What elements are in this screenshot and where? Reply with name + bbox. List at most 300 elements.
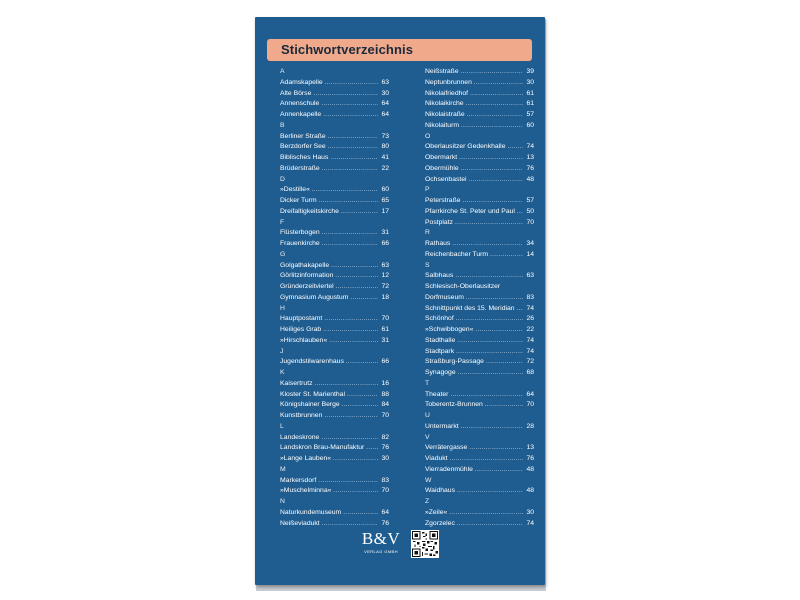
entry-page-number: 48 [526, 487, 534, 495]
entry-name: Jugendstilwarenhaus [280, 358, 344, 366]
index-letter-heading [425, 411, 534, 422]
index-entry [280, 153, 389, 164]
leader-dots [318, 476, 378, 487]
index-entry [280, 132, 389, 143]
index-letter-heading [280, 121, 389, 132]
leader-dots [461, 121, 523, 132]
index-entry [280, 78, 389, 89]
entry-page-number: 22 [526, 326, 534, 333]
leader-dots [350, 293, 378, 304]
entry-name: Markersdorf [280, 476, 317, 484]
entry-name: Verrätergasse [425, 444, 468, 452]
entry-name: »Destille« [280, 186, 310, 194]
index-letter-heading [425, 185, 534, 196]
entry-name: Neißstraße [425, 68, 459, 75]
entry-page-number: 48 [526, 175, 534, 183]
entry-page-number: 31 [381, 336, 389, 344]
entry-name: Reichenbacher Turm [425, 250, 489, 258]
leader-dots [507, 142, 523, 153]
leader-dots [457, 336, 523, 347]
entry-name: Schönhof [425, 315, 454, 323]
index-letter-heading [280, 304, 389, 315]
entry-name: Straßburg-Passage [425, 358, 484, 366]
entry-name: Waidhaus [425, 487, 455, 495]
entry-name: Dreifaltigkeitskirche [280, 207, 339, 215]
entry-page-number: 88 [381, 390, 389, 398]
index-entry [280, 207, 389, 218]
leader-dots [450, 390, 523, 401]
entry-page-number: 31 [381, 229, 389, 237]
index-letter-heading [425, 497, 534, 508]
index-entry [425, 304, 534, 315]
index-entry [425, 400, 534, 411]
entry-name: W [425, 476, 432, 484]
index-letter-heading [280, 465, 389, 476]
entry-page-number: 61 [526, 100, 534, 108]
index-letter-heading [280, 347, 389, 358]
entry-name: Obermühle [425, 164, 459, 172]
leader-dots [456, 347, 523, 358]
leader-dots [457, 519, 523, 530]
leader-dots [328, 132, 378, 143]
entry-name: T [425, 379, 430, 387]
entry-name: Frauenkirche [280, 240, 320, 247]
entry-name: »Muschelminna« [280, 487, 332, 495]
leader-dots [455, 271, 523, 282]
leader-dots [341, 207, 378, 218]
index-entry [280, 282, 389, 293]
entry-page-number: 83 [526, 293, 534, 301]
entry-name: D [280, 175, 285, 183]
leader-dots [323, 325, 378, 336]
entry-name: Berzdorfer See [280, 143, 326, 151]
entry-page-number: 63 [381, 261, 389, 269]
entry-name: M [280, 465, 286, 473]
index-entry [280, 519, 389, 530]
entry-name: G [280, 250, 286, 258]
entry-page-number: 83 [381, 476, 389, 484]
entry-page-number: 30 [526, 78, 534, 86]
index-letter-heading [280, 218, 389, 229]
index-entry [425, 422, 534, 433]
index-entry [425, 347, 534, 358]
index-entry [280, 196, 389, 207]
entry-name: Biblisches Haus [280, 154, 329, 161]
entry-page-number: 48 [526, 465, 534, 473]
leader-dots [321, 433, 378, 444]
entry-page-number: 61 [381, 326, 389, 333]
index-entry [280, 261, 389, 272]
index-letter-heading [280, 67, 389, 78]
leader-dots [461, 164, 523, 175]
index-entry [425, 465, 534, 476]
entry-name: Salbhaus [425, 272, 454, 280]
index-entry [280, 142, 389, 153]
entry-page-number: 76 [526, 164, 534, 172]
entry-page-number: 13 [526, 444, 534, 452]
entry-name: Viadukt [425, 455, 448, 462]
index-entry [280, 454, 389, 465]
entry-page-number: 74 [526, 304, 534, 312]
leader-dots [335, 271, 378, 282]
leader-dots [336, 282, 378, 293]
entry-page-number: 12 [381, 272, 389, 280]
index-entry [425, 454, 534, 465]
leader-dots [461, 422, 523, 433]
entry-page-number: 30 [526, 508, 534, 516]
entry-page-number: 80 [381, 143, 389, 151]
logo-mark: B&V [361, 529, 401, 548]
leader-dots [313, 89, 378, 100]
leader-dots [452, 239, 523, 250]
index-letter-heading [280, 368, 389, 379]
entry-page-number: 70 [526, 401, 534, 409]
index-letter-heading [425, 228, 534, 239]
entry-name: Berliner Straße [280, 132, 326, 140]
entry-name: Gymnasium Augustum [280, 293, 349, 301]
leader-dots [366, 443, 378, 454]
entry-page-number: 74 [526, 347, 534, 355]
entry-page-number: 57 [526, 111, 534, 118]
entry-name: Dicker Turm [280, 197, 317, 204]
index-page [255, 17, 545, 585]
entry-page-number: 34 [526, 240, 534, 247]
entry-name: V [425, 433, 430, 441]
entry-page-number: 60 [526, 121, 534, 129]
index-column-right [425, 67, 534, 529]
index-entry [425, 99, 534, 110]
leader-dots [333, 454, 378, 465]
entry-name: Alte Börse [280, 89, 312, 97]
leader-dots [329, 336, 378, 347]
entry-name: Schnittpunkt des 15. Meridian [425, 304, 515, 312]
entry-page-number: 72 [526, 358, 534, 366]
leader-dots [322, 228, 378, 239]
entry-name: Schlesisch-Oberlausitzer [425, 283, 501, 290]
entry-name: Gründerzeitviertel [280, 283, 334, 290]
entry-name: H [280, 304, 285, 312]
entry-name: Hauptpostamt [280, 315, 323, 323]
index-entry [280, 443, 389, 454]
entry-name: Pfarrkirche St. Peter und Paul [425, 207, 515, 215]
entry-page-number: 30 [381, 89, 389, 97]
index-entry [280, 185, 389, 196]
index-letter-heading [280, 250, 389, 261]
entry-page-number: 76 [381, 519, 389, 527]
leader-dots [346, 357, 378, 368]
entry-name: Annenschule [280, 100, 320, 108]
entry-page-number: 70 [381, 315, 389, 323]
entry-name: U [425, 412, 430, 419]
index-entry [280, 336, 389, 347]
index-letter-heading [425, 476, 534, 487]
entry-name: Ochsenbastei [425, 175, 467, 183]
index-entry [425, 508, 534, 519]
index-column-left [280, 67, 389, 529]
index-entry [280, 271, 389, 282]
leader-dots [330, 153, 378, 164]
entry-page-number: 57 [526, 197, 534, 204]
entry-name: Landskron Brau-Manufaktur [280, 444, 365, 452]
entry-name: Postplatz [425, 218, 453, 226]
index-entry [425, 196, 534, 207]
title-bar [267, 39, 532, 61]
entry-page-number: 66 [381, 240, 389, 247]
index-entry [280, 89, 389, 100]
leader-dots [490, 250, 523, 261]
index-letter-heading [425, 433, 534, 444]
leader-dots [321, 99, 378, 110]
index-letter-heading [280, 497, 389, 508]
leader-dots [450, 454, 523, 465]
leader-dots [456, 314, 523, 325]
index-letter-heading [425, 132, 534, 143]
index-entry [425, 142, 534, 153]
entry-name: Untermarkt [425, 422, 459, 430]
publisher-logo [360, 530, 402, 554]
entry-page-number: 16 [381, 379, 389, 387]
index-entry [425, 519, 534, 530]
leader-dots [325, 78, 378, 89]
entry-name: Heiliges Grab [280, 326, 322, 333]
entry-name: Neptunbrunnen [425, 78, 472, 86]
entry-page-number: 64 [381, 100, 389, 108]
entry-name: Stadtpark [425, 347, 455, 355]
index-entry [280, 239, 389, 250]
entry-name: Nikolaiturm [425, 121, 459, 129]
leader-dots [469, 443, 523, 454]
entry-page-number: 68 [526, 369, 534, 376]
entry-name: Z [425, 498, 430, 505]
leader-dots [323, 110, 378, 121]
index-entry [425, 368, 534, 379]
index-entry [280, 325, 389, 336]
entry-page-number: 82 [381, 433, 389, 441]
entry-name: Nikolaifriedhof [425, 89, 469, 97]
index-entry [280, 390, 389, 401]
leader-dots [343, 508, 378, 519]
entry-name: Rathaus [425, 240, 451, 247]
index-entry [280, 508, 389, 519]
entry-name: Toberentz-Brunnen [425, 401, 483, 409]
index-entry [425, 486, 534, 497]
entry-page-number: 70 [381, 412, 389, 419]
leader-dots [324, 411, 378, 422]
entry-name: Neißeviadukt [280, 519, 320, 527]
entry-name: Vierradenmühle [425, 465, 473, 473]
leader-dots [455, 218, 523, 229]
index-letter-heading [280, 422, 389, 433]
entry-page-number: 30 [381, 455, 389, 462]
entry-page-number: 17 [381, 207, 389, 215]
leader-dots [322, 519, 378, 530]
index-entry [425, 443, 534, 454]
index-entry [280, 486, 389, 497]
entry-name: Obermarkt [425, 154, 458, 161]
entry-name: K [280, 369, 285, 376]
index-entry [280, 228, 389, 239]
index-entry [280, 314, 389, 325]
entry-name: Nikolaikirche [425, 100, 464, 108]
leader-dots [314, 379, 378, 390]
leader-dots [470, 89, 523, 100]
entry-name: J [280, 347, 284, 355]
index-entry [425, 207, 534, 218]
entry-page-number: 39 [526, 68, 534, 75]
entry-page-number: 63 [381, 78, 389, 86]
index-entry [425, 282, 534, 293]
leader-dots [463, 196, 523, 207]
index-entry [280, 99, 389, 110]
entry-name: B [280, 121, 285, 129]
entry-name: O [425, 132, 431, 140]
entry-page-number: 74 [526, 519, 534, 527]
entry-name: »Zeile« [425, 508, 448, 516]
leader-dots [475, 465, 523, 476]
index-entry [425, 110, 534, 121]
index-entry [425, 271, 534, 282]
entry-page-number: 22 [381, 164, 389, 172]
index-entry [280, 433, 389, 444]
entry-page-number: 65 [381, 197, 389, 204]
entry-name: Kaisertrutz [280, 379, 313, 387]
index-entry [280, 400, 389, 411]
index-entry [425, 293, 534, 304]
index-entry [425, 314, 534, 325]
entry-name: Synagoge [425, 369, 456, 376]
leader-dots [474, 78, 523, 89]
entry-page-number: 28 [526, 422, 534, 430]
entry-name: A [280, 68, 285, 75]
leader-dots [342, 400, 378, 411]
leader-dots [319, 196, 378, 207]
leader-dots [485, 400, 523, 411]
leader-dots [449, 508, 523, 519]
leader-dots [333, 486, 378, 497]
index-entry [425, 121, 534, 132]
entry-page-number: 60 [381, 186, 389, 194]
entry-page-number: 76 [526, 455, 534, 462]
leader-dots [467, 110, 523, 121]
entry-name: Kloster St. Marienthal [280, 390, 345, 398]
entry-page-number: 74 [526, 336, 534, 344]
entry-name: Theater [425, 390, 449, 398]
leader-dots [459, 153, 523, 164]
index-entry [425, 153, 534, 164]
index-entry [425, 239, 534, 250]
entry-name: Nikolaistraße [425, 111, 465, 118]
entry-page-number: 76 [381, 444, 389, 452]
entry-page-number: 74 [526, 143, 534, 151]
entry-name: Königshainer Berge [280, 401, 340, 409]
entry-name: P [425, 186, 430, 194]
index-letter-heading [425, 261, 534, 272]
leader-dots [312, 185, 378, 196]
entry-page-number: 64 [381, 111, 389, 118]
leader-dots [458, 368, 523, 379]
entry-name: F [280, 218, 285, 226]
leader-dots [322, 164, 378, 175]
index-entry [425, 336, 534, 347]
index-entry [280, 110, 389, 121]
entry-name: »Lange Lauben« [280, 455, 332, 462]
entry-page-number: 13 [526, 154, 534, 161]
leader-dots [347, 390, 378, 401]
entry-name: Dorfmuseum [425, 293, 464, 301]
entry-page-number: 64 [381, 508, 389, 516]
index-entry [425, 67, 534, 78]
entry-name: S [425, 261, 430, 269]
page-title: Stichwortverzeichnis [281, 42, 414, 57]
leader-dots [466, 99, 523, 110]
leader-dots [457, 486, 523, 497]
entry-name: Golgathakapelle [280, 261, 330, 269]
entry-page-number: 64 [526, 390, 534, 398]
entry-name: Flüsterbogen [280, 229, 320, 237]
entry-name: Landeskrone [280, 433, 320, 441]
leader-dots [486, 357, 523, 368]
entry-page-number: 84 [381, 401, 389, 409]
index-letter-heading [425, 379, 534, 390]
leader-dots [469, 175, 523, 186]
entry-name: Brüderstraße [280, 164, 320, 172]
leader-dots [331, 261, 378, 272]
index-entry [425, 250, 534, 261]
entry-name: Peterstraße [425, 197, 461, 204]
qr-code-icon [411, 530, 439, 558]
index-entry [425, 89, 534, 100]
entry-page-number: 70 [526, 218, 534, 226]
entry-page-number: 63 [526, 272, 534, 280]
leader-dots [324, 314, 378, 325]
entry-page-number: 41 [381, 154, 389, 161]
entry-page-number: 61 [526, 89, 534, 97]
index-entry [425, 218, 534, 229]
index-entry [425, 175, 534, 186]
entry-page-number: 73 [381, 132, 389, 140]
entry-name: Kunstbrunnen [280, 412, 323, 419]
entry-page-number: 66 [381, 358, 389, 366]
entry-page-number: 18 [381, 293, 389, 301]
entry-page-number: 50 [526, 207, 534, 215]
index-entry [280, 293, 389, 304]
entry-name: »Schwibbogen« [425, 326, 474, 333]
entry-name: Görlitzinformation [280, 272, 334, 280]
index-letter-heading [280, 175, 389, 186]
index-entry [280, 411, 389, 422]
index-entry [425, 357, 534, 368]
entry-page-number: 14 [526, 250, 534, 258]
leader-dots [475, 325, 523, 336]
logo-subtitle: VERLAG GMBH [364, 549, 398, 554]
entry-name: Annenkapelle [280, 111, 322, 118]
index-entry [280, 379, 389, 390]
entry-name: Stadthalle [425, 336, 456, 344]
index-entry [280, 164, 389, 175]
index-entry [425, 390, 534, 401]
leader-dots [322, 239, 378, 250]
leader-dots [517, 304, 523, 315]
entry-name: L [280, 422, 284, 430]
leader-dots [517, 207, 523, 218]
leader-dots [328, 142, 378, 153]
entry-name: Naturkundemuseum [280, 508, 342, 516]
entry-name: »Hirschlauben« [280, 336, 328, 344]
index-entry [425, 164, 534, 175]
entry-name: Oberlausitzer Gedenkhalle [425, 143, 506, 151]
entry-page-number: 26 [526, 315, 534, 323]
leader-dots [466, 293, 523, 304]
